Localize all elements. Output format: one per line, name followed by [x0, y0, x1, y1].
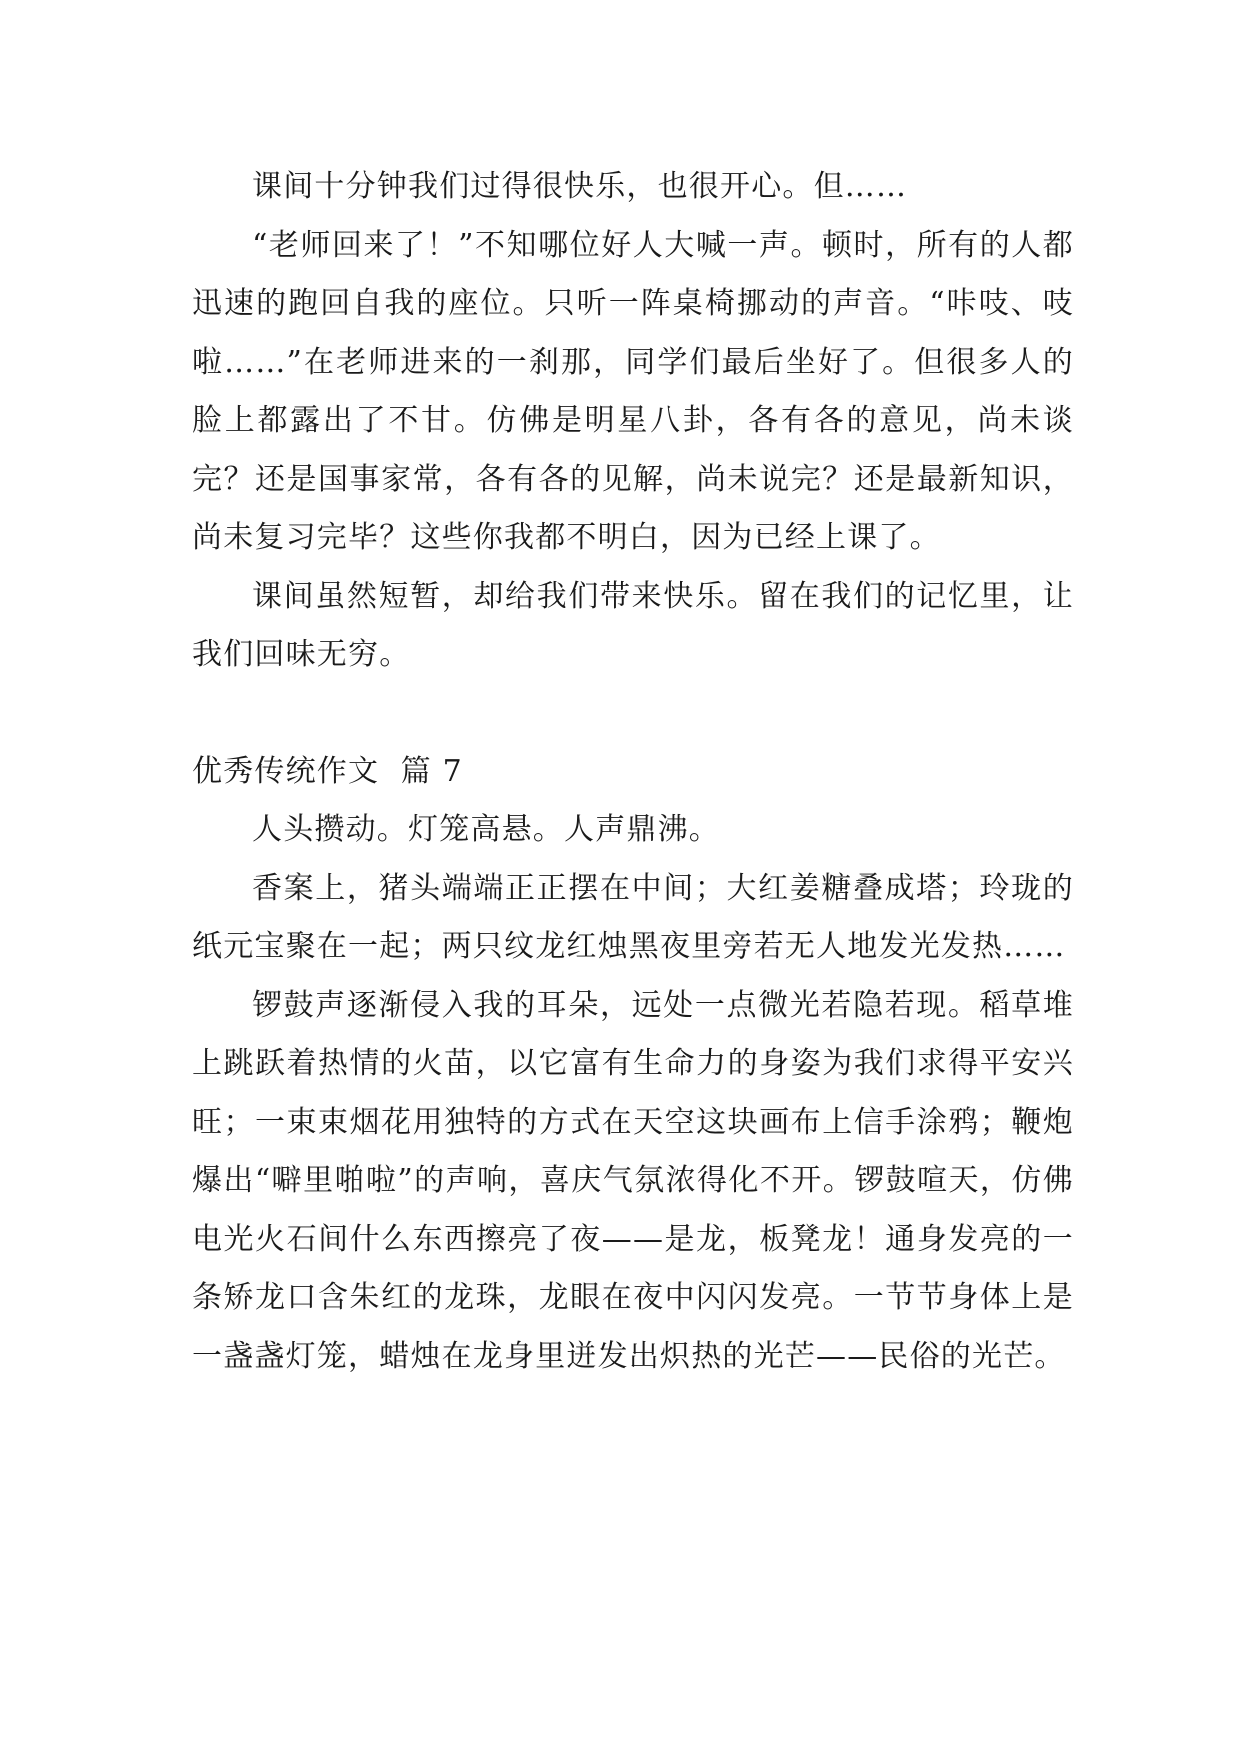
document-body	[192, 158, 1074, 1386]
section-heading: 优秀传统作文 篇 7	[192, 753, 463, 789]
paragraph: 课间十分钟我们过得很快乐，也很开心。但……	[252, 169, 908, 204]
paragraph: 香案上，猪头端端正正摆在中间；大红姜糖叠成塔；玲珑的纸元宝聚在一起；两只纹龙红烛黑夜里旁若无人地发光发热……	[192, 870, 1074, 964]
paragraph: “老师回来了！”不知哪位好人大喊一声。顿时，所有的人都迅速的跑回自我的座位。只听一阵桌椅挪动的声音。“咔吱、吱啦……”在老师进来的一刹那，同学们最后坐好了。但很多人的脸上都露出了不甘。仿佛是明星八卦，各有各的意见，尚未谈完？还是国事家常，各有各的见解，尚未说完？还是最新知识，尚未复习完毕？这些你我都不明白，因为已经上课了。	[192, 227, 1074, 555]
paragraph: 锣鼓声逐渐侵入我的耳朵，远处一点微光若隐若现。稻草堆上跳跃着热情的火苗，以它富有生命力的身姿为我们求得平安兴旺；一束束烟花用独特的方式在天空这块画布上信手涂鸦；鞭炮爆出“噼里啪啦”的声响，喜庆气氛浓得化不开。锣鼓喧天，仿佛电光火石间什么东西擦亮了夜——是龙，板凳龙！通身发亮的一条矫龙口含朱红的龙珠，龙眼在夜中闪闪发亮。一节节身体上是一盏盏灯笼，蜡烛在龙身里迸发出炽热的光芒——民俗的光芒。	[192, 987, 1074, 1374]
paragraph: 课间虽然短暂，却给我们带来快乐。留在我们的记忆里，让我们回味无穷。	[192, 578, 1074, 672]
section-spacer	[192, 685, 1074, 743]
paragraph: 人头攒动。灯笼高悬。人声鼎沸。	[252, 812, 720, 847]
